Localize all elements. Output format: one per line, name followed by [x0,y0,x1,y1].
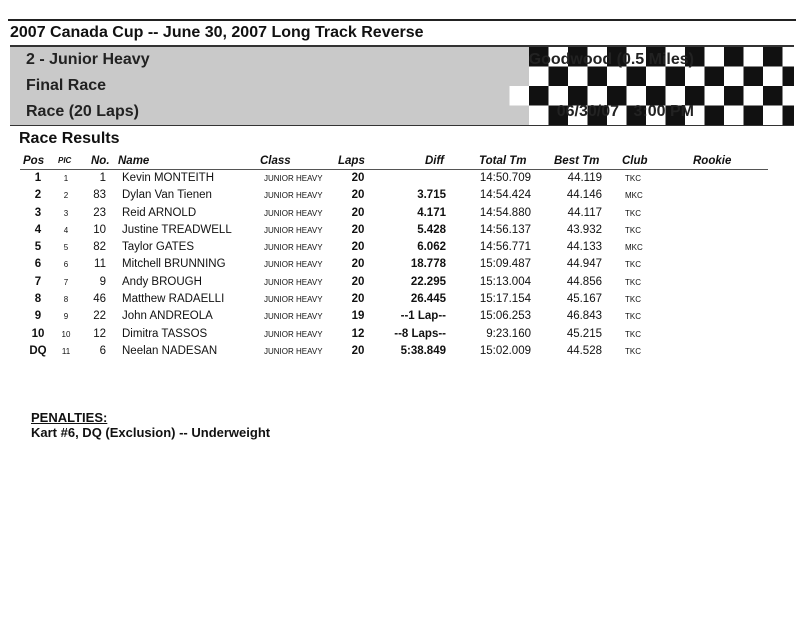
cell-laps: 20 [351,172,365,184]
flag-square [783,47,795,67]
session-label: Final Race [26,77,107,94]
track-name: Goodwood (0.5 Miles) [528,51,694,68]
flag-square [705,86,725,106]
col-rookie: Rookie [693,155,732,167]
table-body [20,170,768,360]
flag-square [510,86,530,106]
cell-diff: --8 Laps-- [394,327,446,340]
cell-best: 43.932 [566,223,602,236]
cell-total: 14:56.137 [479,223,531,236]
cell-total: 14:56.771 [479,241,531,254]
cell-laps: 20 [351,258,365,271]
cell-name: Reid ARNOLD [122,206,197,219]
col-total: Total Tm [479,155,527,167]
race-date: 06/30/07 [556,103,619,120]
cell-club: TKC [625,329,641,339]
cell-no: 9 [99,275,106,288]
col-diff: Diff [425,155,444,167]
flag-square [685,67,705,87]
cell-club: MKC [625,191,643,201]
cell-club: MKC [625,243,643,253]
cell-best: 45.167 [566,293,602,306]
cell-diff: 4.171 [417,206,446,219]
cell-name: Dylan Van Tienen [122,189,212,202]
col-club: Club [622,155,648,167]
flag-square [783,86,795,106]
cell-best: 44.117 [567,206,602,219]
cell-club: TKC [625,312,641,322]
cell-pic: 10 [61,329,71,339]
cell-pos: 4 [34,223,42,236]
cell-diff: 26.445 [410,293,446,306]
table-row [20,222,768,239]
flag-square [529,106,549,126]
cell-laps: 20 [351,293,365,306]
flag-square [666,67,686,87]
flag-square [744,106,764,126]
flag-square [529,67,549,87]
results-table [20,153,768,360]
cell-pic: 8 [63,295,69,305]
cell-club: TKC [625,277,641,287]
cell-name: Justine TREADWELL [122,223,232,236]
cell-diff: 5.428 [417,223,446,236]
cell-class: JUNIOR HEAVY [264,243,323,253]
cell-club: TKC [625,346,641,356]
col-class: Class [260,155,291,167]
cell-no: 12 [93,327,106,340]
flag-square [705,106,725,126]
cell-class: JUNIOR HEAVY [264,295,323,305]
event-title: 2007 Canada Cup -- June 30, 2007 Long Track Reverse [10,24,424,41]
cell-name: Neelan NADESAN [122,344,218,357]
race-info: Race (20 Laps) [26,103,139,120]
cell-best: 44.146 [566,189,602,202]
cell-laps: 20 [351,275,365,288]
table-header [20,153,768,170]
cell-no: 23 [93,206,106,219]
cell-laps: 19 [351,310,365,323]
cell-pos: 6 [34,258,42,271]
cell-best: 44.133 [566,241,602,254]
cell-total: 15:02.009 [479,344,531,357]
cell-total: 14:54.880 [479,206,531,219]
col-pic: PIC [58,156,72,165]
cell-laps: 20 [351,189,365,202]
col-laps: Laps [338,155,365,167]
table-row [20,187,768,204]
cell-pos: 8 [34,293,42,306]
cell-no: 10 [93,223,106,236]
cell-club: TKC [625,260,641,270]
cell-total: 15:09.487 [479,258,531,271]
cell-name: Mitchell BRUNNING [122,258,226,271]
table-row [20,326,768,343]
table-row [20,274,768,291]
cell-pos: 5 [34,241,42,254]
cell-pic: 3 [63,208,69,218]
cell-no: 6 [99,344,106,357]
cell-name: Matthew RADAELLI [122,293,225,306]
cell-pic: 1 [63,174,69,183]
cell-name: Dimitra TASSOS [122,327,208,340]
cell-no: 11 [94,258,106,271]
cell-best: 44.119 [567,172,602,184]
flag-square [627,67,647,87]
cell-laps: 20 [351,344,365,357]
cell-class: JUNIOR HEAVY [264,346,323,356]
cell-pos: DQ [29,344,47,357]
flag-square [724,47,744,67]
cell-pic: 4 [63,225,69,235]
table-row [20,205,768,222]
flag-square [705,47,725,67]
cell-total: 15:13.004 [479,275,531,288]
cell-class: JUNIOR HEAVY [264,260,323,270]
cell-best: 46.843 [566,310,602,323]
cell-total: 9:23.160 [486,327,531,340]
col-name: Name [118,155,150,167]
class-line: 2 - Junior Heavy [26,51,150,68]
table-row [20,308,768,325]
penalty-item: Kart #6, DQ (Exclusion) -- Underweight [31,425,271,440]
cell-pic: 7 [63,277,69,287]
table-row [20,239,768,256]
cell-club: TKC [625,208,641,218]
cell-laps: 20 [351,241,365,254]
flag-square [763,106,783,126]
cell-name: Taylor GATES [122,241,194,254]
cell-no: 82 [93,241,106,254]
cell-name: Andy BROUGH [122,275,202,288]
flag-square [744,67,764,87]
cell-class: JUNIOR HEAVY [264,191,323,201]
cell-diff: 3.715 [417,189,446,202]
cell-best: 44.528 [566,344,602,357]
col-best: Best Tm [554,155,600,167]
flag-square [744,86,764,106]
cell-best: 45.215 [566,327,602,340]
flag-square [646,67,666,87]
cell-laps: 20 [351,206,365,219]
cell-pos: 3 [34,206,42,219]
cell-no: 83 [93,189,106,202]
flag-square [783,67,795,87]
cell-diff: 18.778 [410,258,446,271]
cell-name: John ANDREOLA [122,310,213,323]
cell-diff: 5:38.849 [400,344,446,357]
cell-laps: 12 [351,327,365,340]
flag-square [588,67,608,87]
flag-square [724,86,744,106]
section-title: Race Results [19,130,120,147]
flag-square [568,67,588,87]
cell-total: 14:54.424 [479,189,531,202]
cell-no: 22 [93,310,106,323]
cell-diff: 6.062 [417,241,446,254]
flag-square [763,86,783,106]
flag-square [763,47,783,67]
cell-diff: 22.295 [410,275,446,288]
cell-class: JUNIOR HEAVY [264,329,323,339]
cell-class: JUNIOR HEAVY [264,277,323,287]
flag-square [607,67,627,87]
table-row [20,256,768,273]
flag-square [724,67,744,87]
flag-square [724,106,744,126]
cell-pos: 1 [34,172,42,184]
col-no: No. [91,155,110,167]
cell-class: JUNIOR HEAVY [264,208,323,218]
flag-square [705,67,725,87]
cell-class: JUNIOR HEAVY [264,174,323,183]
flag-square [763,67,783,87]
cell-pic: 6 [63,260,69,270]
cell-pos: 9 [34,310,42,323]
table-row [20,343,768,360]
cell-pic: 11 [61,346,71,356]
penalty-list [31,425,270,440]
race-time: 3:00 PM [633,103,694,120]
table-row [20,291,768,308]
col-pos: Pos [23,155,45,167]
cell-diff: --1 Lap-- [400,310,446,323]
cell-name: Kevin MONTEITH [122,172,215,184]
cell-total: 15:06.253 [479,310,531,323]
cell-club: TKC [625,295,641,305]
flag-square [549,67,569,87]
cell-best: 44.947 [566,258,602,271]
cell-total: 14:50.709 [479,172,531,184]
penalties-heading: PENALTIES: [31,410,108,425]
cell-laps: 20 [351,223,365,236]
cell-class: JUNIOR HEAVY [264,225,323,235]
cell-class: JUNIOR HEAVY [264,312,323,322]
cell-club: TKC [625,174,641,183]
race-banner [10,45,794,126]
cell-total: 15:17.154 [479,293,531,306]
cell-no: 46 [93,293,106,306]
top-rule [8,19,796,21]
cell-no: 1 [99,172,106,184]
cell-best: 44.856 [566,275,602,288]
flag-square [744,47,764,67]
cell-pos: 2 [34,189,42,202]
penalties-section [31,410,270,440]
cell-pic: 2 [63,191,69,201]
cell-club: TKC [625,225,641,235]
cell-pic: 9 [63,312,69,322]
table-row [20,170,768,187]
flag-square [783,106,795,126]
cell-pos: 10 [31,327,45,340]
cell-pos: 7 [34,275,42,288]
flag-square [529,86,549,106]
cell-pic: 5 [63,243,69,253]
